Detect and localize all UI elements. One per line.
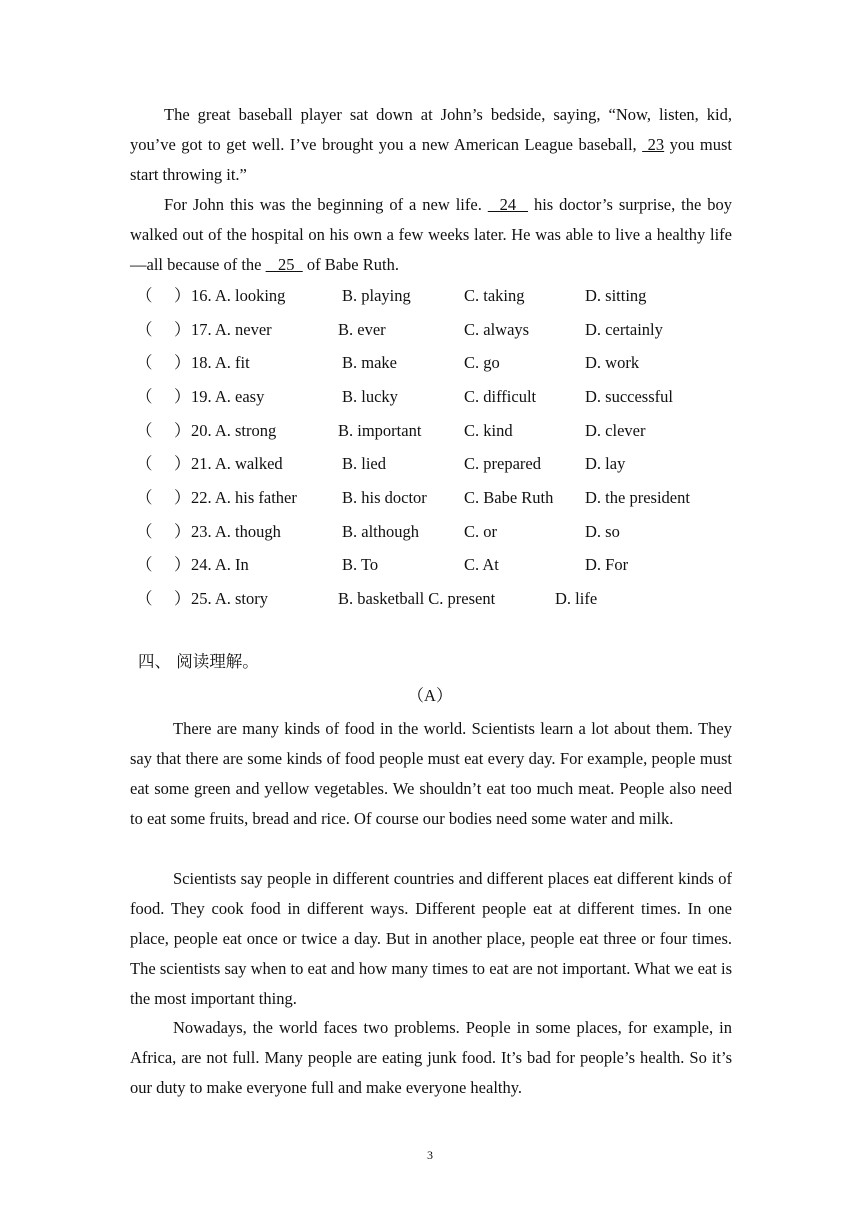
option-b: B. lied bbox=[342, 454, 386, 473]
option-a: 20. A. strong bbox=[191, 421, 277, 440]
answer-paren-close: ） bbox=[174, 353, 191, 372]
answer-paren-close: ） bbox=[174, 387, 191, 406]
option-d: D. life bbox=[555, 589, 598, 608]
question-row bbox=[130, 416, 646, 446]
option-a: 19. A. easy bbox=[191, 387, 265, 406]
answer-paren-close: ） bbox=[174, 488, 191, 507]
question-row bbox=[130, 315, 663, 345]
option-b: B. To bbox=[342, 555, 379, 574]
cloze-paragraph-2 bbox=[130, 190, 732, 280]
option-a: 24. A. In bbox=[191, 555, 249, 574]
answer-paren-close: ） bbox=[174, 320, 191, 339]
option-b: B. playing bbox=[342, 286, 411, 305]
cloze-paragraph-1 bbox=[130, 100, 732, 190]
option-d: D. successful bbox=[585, 387, 673, 406]
option-c: C. go bbox=[464, 353, 500, 372]
option-a: 18. A. fit bbox=[191, 353, 250, 372]
option-d: D. certainly bbox=[585, 320, 663, 339]
question-row bbox=[130, 517, 620, 547]
option-b: B. basketball C. present bbox=[338, 589, 496, 608]
option-c: C. At bbox=[464, 555, 499, 574]
reading-paragraph-2: Scientists say people in different countries and different places eat different kinds of food. They cook food in different ways. Different people eat at different times. In one place, people eat once or twice a day. But in another place, people eat three or four times. The scientists say when to eat and how many times to eat are not important. What we eat is the most important thing. bbox=[130, 869, 732, 1008]
page-number: 3 bbox=[427, 1148, 433, 1162]
blank-23: 23 bbox=[642, 135, 665, 154]
question-row bbox=[130, 550, 629, 580]
option-b: B. ever bbox=[338, 320, 386, 339]
passage-label: （A） bbox=[407, 686, 453, 705]
option-d: D. clever bbox=[585, 421, 646, 440]
option-b: B. important bbox=[338, 421, 422, 440]
question-row bbox=[130, 584, 598, 614]
option-a: 21. A. walked bbox=[191, 454, 283, 473]
paragraph-text: you must start throwing it.” bbox=[130, 135, 732, 184]
option-d: D. For bbox=[585, 555, 629, 574]
option-b: B. his doctor bbox=[342, 488, 427, 507]
paragraph-text: of Babe Ruth. bbox=[302, 255, 399, 274]
answer-paren-open[interactable]: （ bbox=[136, 286, 153, 305]
answer-paren-close: ） bbox=[174, 555, 191, 574]
answer-paren-open[interactable]: （ bbox=[136, 454, 153, 473]
answer-paren-open[interactable]: （ bbox=[136, 387, 153, 406]
question-row bbox=[130, 348, 640, 378]
option-d: D. lay bbox=[585, 454, 626, 473]
question-row bbox=[130, 483, 690, 513]
option-d: D. so bbox=[585, 522, 620, 541]
question-row bbox=[130, 382, 673, 412]
question-row bbox=[130, 281, 647, 311]
answer-paren-open[interactable]: （ bbox=[136, 555, 153, 574]
answer-paren-close: ） bbox=[174, 421, 191, 440]
answer-paren-close: ） bbox=[174, 286, 191, 305]
option-b: B. lucky bbox=[342, 387, 398, 406]
option-a: 22. A. his father bbox=[191, 488, 297, 507]
option-c: C. prepared bbox=[464, 454, 541, 473]
answer-paren-open[interactable]: （ bbox=[136, 320, 153, 339]
option-c: C. kind bbox=[464, 421, 513, 440]
answer-paren-close: ） bbox=[174, 454, 191, 473]
option-a: 25. A. story bbox=[191, 589, 269, 608]
paragraph-text: For John this was the beginning of a new life. bbox=[164, 195, 488, 214]
blank-24: 24 bbox=[487, 195, 529, 214]
answer-paren-open[interactable]: （ bbox=[136, 421, 153, 440]
answer-paren-open[interactable]: （ bbox=[136, 589, 153, 608]
section-title: 四、 阅读理解。 bbox=[138, 652, 259, 671]
option-d: D. work bbox=[585, 353, 640, 372]
option-a: 17. A. never bbox=[191, 320, 272, 339]
paragraph-text: The great baseball player sat down at John’s bedside, saying, “Now, listen, kid, you’ve got to get well. I’ve brought you a new American League baseball, bbox=[130, 105, 732, 154]
reading-paragraph-1: There are many kinds of food in the world. Scientists learn a lot about them. They say that there are some kinds of food people must eat every day. For example, people must eat some green and yellow vegetables. We shouldn’t eat too much meat. People also need to eat some fruits, bread and rice. Of course our bodies need some water and milk. bbox=[130, 719, 732, 828]
option-b: B. although bbox=[342, 522, 419, 541]
answer-paren-open[interactable]: （ bbox=[136, 522, 153, 541]
option-c: C. Babe Ruth bbox=[464, 488, 554, 507]
blank-25: 25 bbox=[265, 255, 303, 274]
option-c: C. taking bbox=[464, 286, 525, 305]
option-d: D. the president bbox=[585, 488, 690, 507]
answer-paren-close: ） bbox=[174, 589, 191, 608]
answer-paren-close: ） bbox=[174, 522, 191, 541]
question-row bbox=[130, 449, 626, 479]
option-a: 16. A. looking bbox=[191, 286, 286, 305]
option-c: C. or bbox=[464, 522, 497, 541]
reading-paragraph-3: Nowadays, the world faces two problems. People in some places, for example, in Africa, are not full. Many people are eating junk food. It’s bad for people’s health. So it’s our duty to make everyone full and make everyone healthy. bbox=[130, 1018, 732, 1097]
option-d: D. sitting bbox=[585, 286, 647, 305]
option-c: C. always bbox=[464, 320, 530, 339]
option-b: B. make bbox=[342, 353, 397, 372]
answer-paren-open[interactable]: （ bbox=[136, 488, 153, 507]
option-a: 23. A. though bbox=[191, 522, 281, 541]
paragraph-text: his doctor’s surprise, the boy walked out of the hospital on his own a few weeks later. He was able to live a healthy life—all because of the bbox=[130, 195, 732, 274]
option-c: C. difficult bbox=[464, 387, 537, 406]
answer-paren-open[interactable]: （ bbox=[136, 353, 153, 372]
